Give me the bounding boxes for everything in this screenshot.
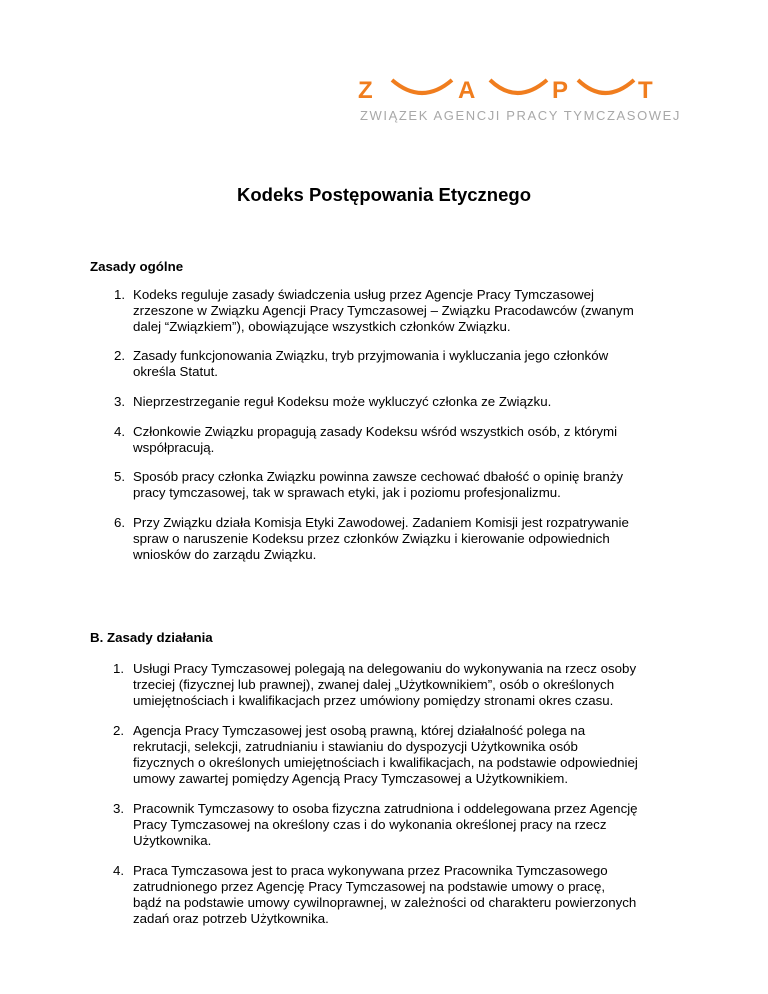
logo-letter-z: Z [358, 77, 373, 104]
list-item-text [133, 348, 723, 380]
list-item-text [133, 723, 723, 787]
logo-arc-3 [578, 80, 634, 93]
list-item-line: Praca Tymczasowa jest to praca wykonywana przez Pracownika Tymczasowego [133, 863, 608, 878]
list-item-text [133, 515, 723, 563]
list-item-number: 3. [113, 801, 125, 816]
list-item-text [133, 394, 723, 410]
list-item-line: zadań oraz potrzeb Użytkownika. [133, 911, 329, 926]
list-item-line: Agencja Pracy Tymczasowej jest osobą prawną, której działalność polega na [133, 723, 586, 738]
list-item-line: bądź na podstawie umowy cywilnoprawnej, w zależności od charakteru powierzonych [133, 895, 637, 910]
list-item-line: umiejętnościach i kwalifikacjach przez umówiony pomiędzy stronami okres czasu. [133, 693, 614, 708]
list-item-text [133, 863, 723, 927]
list-item-line: określa Statut. [133, 364, 218, 379]
list-item-text [133, 801, 723, 849]
logo-arc-1 [392, 80, 452, 93]
list-item-line: fizycznych o określonych umiejętnościach i kwalifikacjach, na podstawie odpowiedniej [133, 755, 638, 770]
list-item-line: współpracują. [133, 440, 215, 455]
list-item-line: pracy tymczasowej, tak w sprawach etyki, jak i poziomu profesjonalizmu. [133, 485, 561, 500]
list-item-line: rekrutacji, selekcji, zatrudnianiu i stawianiu do dyspozycji Użytkownika osób [133, 739, 578, 754]
list-item-text [133, 424, 723, 456]
list-item-line: Nieprzestrzeganie reguł Kodeksu może wykluczyć członka ze Związku. [133, 394, 552, 409]
list-item-text [133, 661, 723, 709]
list-item-number: 1. [114, 287, 126, 302]
list-item-line: Kodeks reguluje zasady świadczenia usług przez Agencje Pracy Tymczasowej [133, 287, 594, 302]
logo-letter-a: A [458, 77, 476, 104]
list-item-text [133, 287, 723, 335]
list-item-line: Pracownik Tymczasowy to osoba fizyczna zatrudniona i oddelegowana przez Agencję [133, 801, 638, 816]
list-item-line: umowy zawartej pomiędzy Agencją Pracy Tymczasowej a Użytkownikiem. [133, 771, 569, 786]
logo-mark [352, 72, 662, 108]
logo-arc-2 [490, 80, 547, 93]
logo-letter-p: P [552, 77, 569, 104]
list-item-line: Użytkownika. [133, 833, 212, 848]
list-item-number: 3. [114, 394, 126, 409]
list-item-line: Sposób pracy członka Związku powinna zawsze cechować dbałość o opinię branży [133, 469, 624, 484]
logo-letter-t: T [638, 77, 653, 104]
section-b-heading: B. Zasady działania [90, 630, 213, 645]
list-item-line: wniosków do zarządu Związku. [133, 547, 317, 562]
document-title: Kodeks Postępowania Etycznego [236, 184, 531, 205]
list-item-number: 4. [114, 424, 126, 439]
list-item-line: trzeciej (fizycznej lub prawnej), zwanej dalej „Użytkownikiem”, osób o określonych [133, 677, 615, 692]
logo-tagline: ZWIĄZEK AGENCJI PRACY TYMCZASOWEJ [360, 108, 682, 123]
list-item-line: Usługi Pracy Tymczasowej polegają na delegowaniu do wykonywania na rzecz osoby [133, 661, 637, 676]
list-item-number: 5. [114, 469, 126, 484]
list-item-line: spraw o naruszenie Kodeksu przez członków Związku i kierowanie odpowiednich [133, 531, 610, 546]
list-item-line: zatrudnionego przez Agencję Pracy Tymczasowej na podstawie umowy o pracę, [133, 879, 606, 894]
list-item-line: zrzeszone w Związku Agencji Pracy Tymczasowej – Związku Pracodawców (zwanym [133, 303, 634, 318]
list-item-line: Przy Związku działa Komisja Etyki Zawodowej. Zadaniem Komisji jest rozpatrywanie [133, 515, 629, 530]
list-item-number: 1. [113, 661, 125, 676]
list-item-number: 6. [114, 515, 126, 530]
list-item-line: Zasady funkcjonowania Związku, tryb przyjmowania i wykluczania jego członków [133, 348, 609, 363]
section-a-heading: Zasady ogólne [90, 259, 184, 274]
list-item-line: Członkowie Związku propagują zasady Kodeksu wśród wszystkich osób, z którymi [133, 424, 618, 439]
list-item-line: dalej “Związkiem”), obowiązujące wszystkich członków Związku. [133, 319, 511, 334]
zapt-logo [352, 72, 682, 128]
list-item-line: Pracy Tymczasowej na określony czas i do wykonania określonej pracy na rzecz [133, 817, 607, 832]
list-item-number: 4. [113, 863, 125, 878]
list-item-number: 2. [114, 348, 126, 363]
list-item-text [133, 469, 723, 501]
list-item-number: 2. [113, 723, 125, 738]
